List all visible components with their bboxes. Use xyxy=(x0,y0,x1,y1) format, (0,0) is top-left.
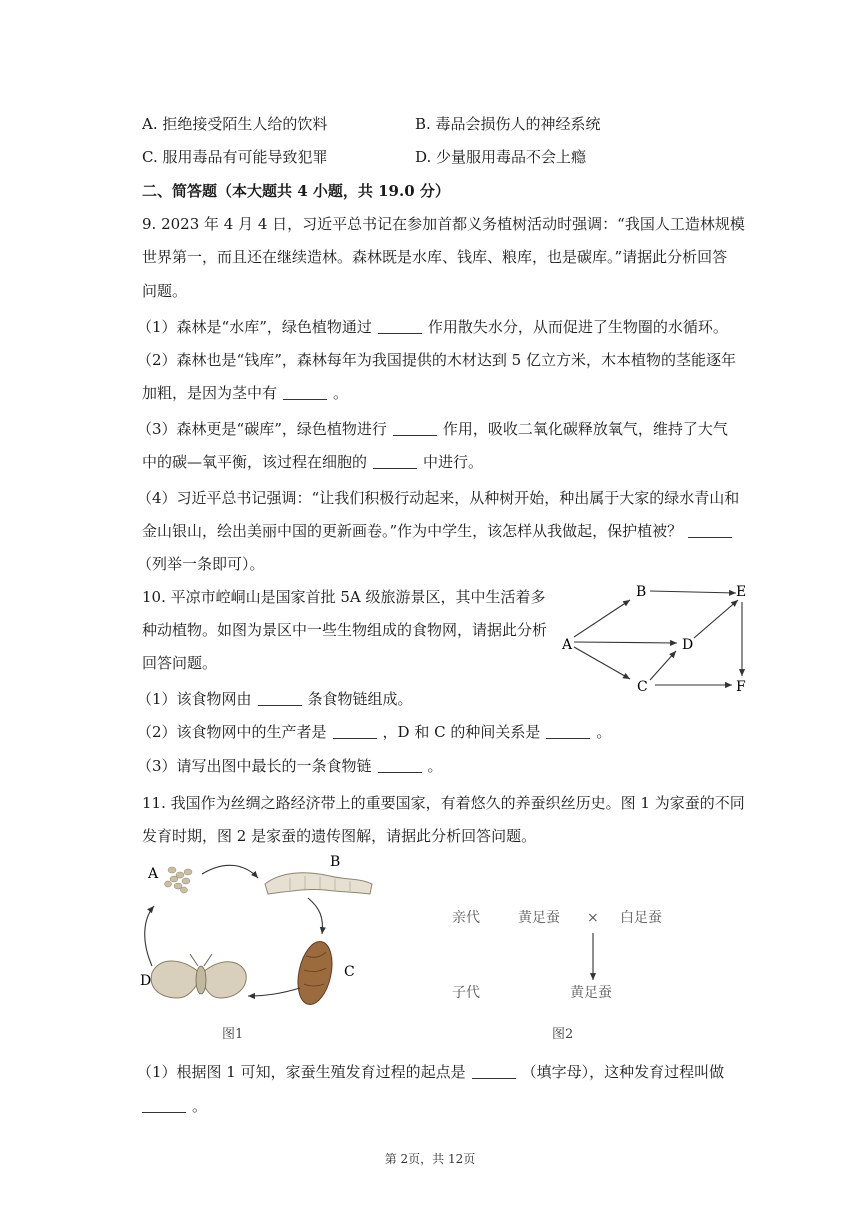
answer-blank[interactable] xyxy=(472,1064,516,1079)
option-c: C. 服用毒品有可能导致犯罪 xyxy=(142,148,328,166)
silkworm-pupa-icon xyxy=(293,938,338,1007)
answer-blank[interactable] xyxy=(333,724,377,739)
fig1-label-c: C xyxy=(344,964,355,980)
answer-blank[interactable] xyxy=(546,724,590,739)
q11-sub-1 xyxy=(137,1061,724,1082)
q10-sub-2-text-a: （2）该食物网中的生产者是 xyxy=(137,723,327,741)
node-e: E xyxy=(736,584,747,600)
q11-line-2: 发育时期，图 2 是家蚕的遗传图解，请据此分析回答问题。 xyxy=(142,827,537,845)
node-b: B xyxy=(636,584,647,600)
q9-line-2: 世界第一，而且还在继续造林。森林既是水库、钱库、粮库，也是碳库。”请据此分析回答 xyxy=(142,248,728,266)
answer-blank[interactable] xyxy=(373,454,417,469)
section-title: 二、简答题（本大题共 4 小题，共 19.0 分） xyxy=(142,182,450,200)
answer-blank[interactable] xyxy=(142,1098,186,1113)
q9-sub-4c: （列举一条即可）。 xyxy=(137,555,265,573)
answer-blank[interactable] xyxy=(283,385,327,400)
q10-line-1: 10. 平凉市崆峒山是国家首批 5A 级旅游景区，其中生活着多 xyxy=(142,588,546,606)
answer-blank[interactable] xyxy=(378,319,422,334)
node-d: D xyxy=(682,637,694,653)
q9-sub-3-text-c: 中的碳—氧平衡，该过程在细胞的 xyxy=(142,453,368,471)
fig2-cross-sign: × xyxy=(587,910,599,926)
q10-sub-1-text-a: （1）该食物网由 xyxy=(137,690,252,708)
food-web-diagram xyxy=(550,575,770,700)
fig2-parent-label: 亲代 xyxy=(452,910,480,926)
q9-line-1: 9. 2023 年 4 月 4 日，习近平总书记在参加首都义务植树活动时强调：“我国人工造林规模 xyxy=(142,215,745,233)
node-f: F xyxy=(736,679,746,695)
q10-sub-3 xyxy=(137,755,443,776)
q10-sub-1-text-b: 条食物链组成。 xyxy=(307,690,413,708)
q10-sub-3-text-b: 。 xyxy=(427,757,443,775)
option-a: A. 拒绝接受陌生人给的饮料 xyxy=(142,115,328,133)
q9-sub-2-text-c: 。 xyxy=(333,384,349,402)
fig1-label-a: A xyxy=(148,866,159,882)
fig1-label-d: D xyxy=(140,973,152,989)
fig2-parent-1: 黄足蚕 xyxy=(518,910,560,926)
q11-sub-1-text-a: （1）根据图 1 可知，家蚕生殖发育过程的起点是 xyxy=(137,1063,466,1081)
q10-sub-1 xyxy=(137,688,413,709)
q9-sub-3b xyxy=(142,451,483,472)
q9-sub-3a xyxy=(137,418,728,439)
q9-sub-4b xyxy=(142,520,738,541)
fig2-child-label: 子代 xyxy=(452,985,480,1001)
fig1-caption: 图1 xyxy=(222,1027,244,1042)
q10-sub-2-text-c: 。 xyxy=(596,723,612,741)
answer-blank[interactable] xyxy=(688,523,732,538)
option-b: B. 毒品会损伤人的神经系统 xyxy=(415,115,601,133)
q10-line-3: 回答问题。 xyxy=(142,654,218,672)
q10-sub-2-text-b: ，D 和 C 的种间关系是 xyxy=(382,723,541,741)
node-a: A xyxy=(562,637,573,653)
figure-1-life-cycle xyxy=(130,848,410,1050)
q9-sub-4a: （4）习近平总书记强调：“让我们积极行动起来，从种树开始，种出属于大家的绿水青山和 xyxy=(137,489,740,507)
q9-sub-3-text-b: 作用，吸收二氧化碳释放氧气，维持了大气 xyxy=(442,420,728,438)
q9-sub-1-text-a: （1）森林是“水库”，绿色植物通过 xyxy=(137,318,372,336)
q9-sub-2b xyxy=(142,382,348,403)
answer-blank[interactable] xyxy=(378,758,422,773)
q9-sub-1-text-b: 作用散失水分，从而促进了生物圈的水循环。 xyxy=(427,318,728,336)
q9-sub-1 xyxy=(137,316,728,337)
q9-sub-2-text-b: 加粗，是因为茎中有 xyxy=(142,384,278,402)
q10-sub-2 xyxy=(137,721,611,742)
page-footer: 第 2页，共 12页 xyxy=(384,1152,476,1166)
q9-sub-3-text-a: （3）森林更是“碳库”，绿色植物进行 xyxy=(137,420,387,438)
q9-sub-2a: （2）森林也是“钱库”，森林每年为我国提供的木材达到 5 亿立方米，木本植物的茎能逐年 xyxy=(137,351,736,369)
q9-sub-3-text-d: 中进行。 xyxy=(423,453,484,471)
fig1-label-b: B xyxy=(330,854,341,870)
option-d: D. 少量服用毒品不会上瘾 xyxy=(415,148,587,166)
figure-2-genetic-cross xyxy=(440,895,700,1047)
q10-line-2: 种动植物。如图为景区中一些生物组成的食物网，请据此分析 xyxy=(142,621,548,639)
silkworm-moth-icon xyxy=(151,954,246,998)
q11-line-1: 11. 我国作为丝绸之路经济带上的重要国家，有着悠久的养蚕织丝历史。图 1 为家蚕的不同 xyxy=(142,794,745,812)
q11-sub-1-text-c: 。 xyxy=(192,1097,208,1115)
silkworm-larva-icon xyxy=(265,873,372,894)
q10-sub-3-text-a: （3）请写出图中最长的一条食物链 xyxy=(137,757,372,775)
q9-sub-4-text-b: 金山银山，绘出美丽中国的更新画卷。”作为中学生，该怎样从我做起，保护植被？ xyxy=(142,522,683,540)
fig2-child: 黄足蚕 xyxy=(570,985,612,1001)
q11-sub-1-cont xyxy=(142,1095,207,1116)
answer-blank[interactable] xyxy=(393,421,437,436)
fig2-parent-2: 白足蚕 xyxy=(620,910,662,926)
q11-sub-1-text-b: （填字母），这种发育过程叫做 xyxy=(521,1063,725,1081)
fig2-caption: 图2 xyxy=(552,1027,574,1042)
q9-line-3: 问题。 xyxy=(142,282,188,300)
node-c: C xyxy=(637,679,648,695)
silkworm-eggs-icon xyxy=(165,867,193,893)
answer-blank[interactable] xyxy=(258,691,302,706)
